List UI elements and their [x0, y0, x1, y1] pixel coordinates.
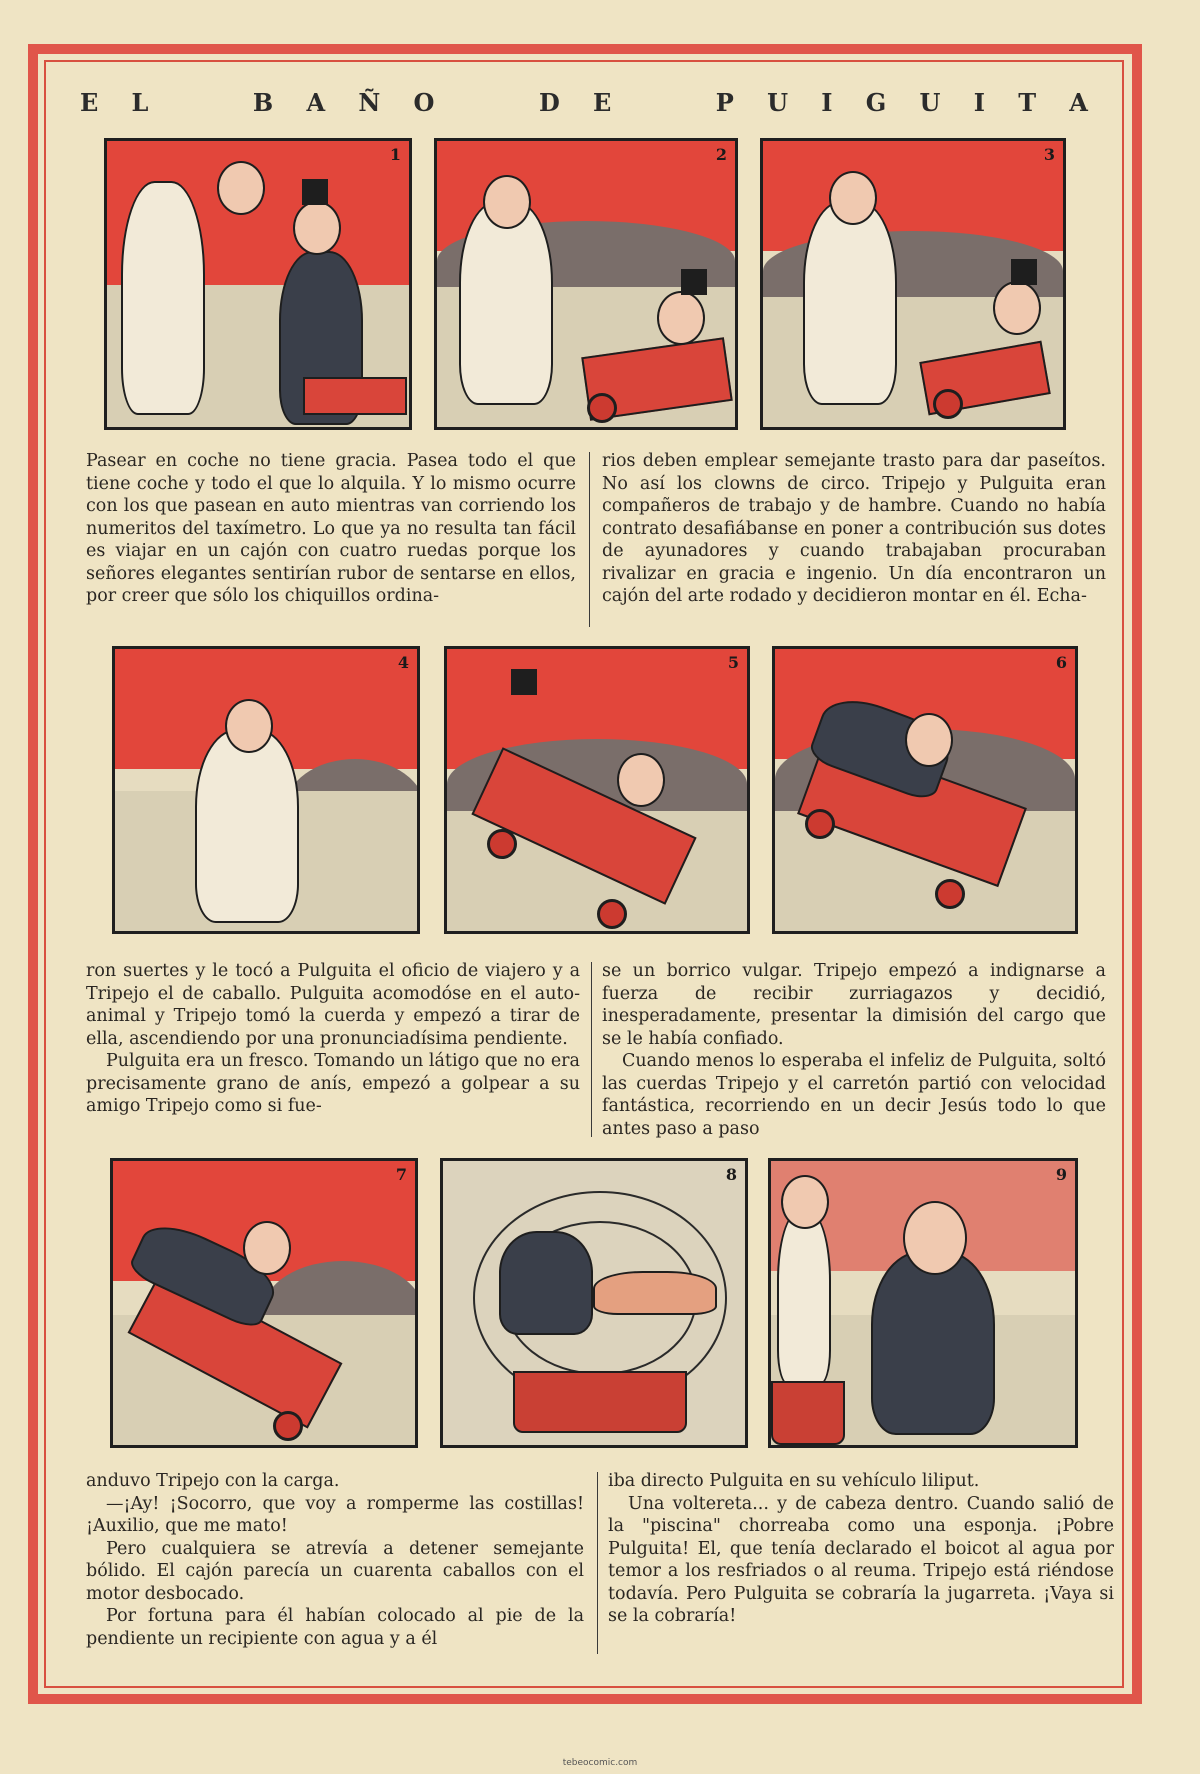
paragraph: Pero cualquiera se atrevía a detener semejante bólido. El cajón parecía un cuarenta caballos con el motor desbocado. — [86, 1538, 584, 1604]
paragraph: Por fortuna para él habían colocado al pie de la pendiente un recipiente con agua y a él — [86, 1606, 584, 1649]
column-divider — [589, 452, 590, 627]
comic-panel-9 — [768, 1158, 1078, 1448]
title-letter: G — [865, 88, 889, 117]
comic-panel-4 — [112, 646, 420, 934]
comic-panel-3 — [760, 138, 1066, 430]
panel-number: 5 — [727, 653, 739, 672]
column-divider — [591, 962, 592, 1137]
page-title — [80, 88, 1090, 117]
title-letter: E — [80, 88, 101, 117]
source-watermark: tebeocomic.com — [562, 1758, 638, 1768]
comic-panel-1 — [104, 138, 412, 430]
comic-panel-7 — [110, 1158, 418, 1448]
title-letter: Ñ — [358, 88, 383, 117]
panel-number: 9 — [1055, 1165, 1067, 1184]
column-divider — [597, 1472, 598, 1654]
story-text-3-left — [86, 1470, 584, 1650]
title-letter: U — [767, 88, 791, 117]
story-text-3-right — [608, 1470, 1114, 1628]
comic-panel-6 — [772, 646, 1078, 934]
story-text-1-right: rios deben emplear semejante trasto para dar paseítos. No así los clowns de circo. Tripejo y Pulguita eran compañeros de trabajo y de hambre. Cuando no había contrato desafiábanse en poner a contribución sus dotes de ayunadores y cuando trabajaban procuraban rivalizar en gracia e ingenio. Un día encontraron un cajón del arte rodado y decidieron montar en él. Echa- — [602, 451, 1106, 606]
panel-number: 6 — [1055, 653, 1067, 672]
panel-number: 8 — [725, 1165, 737, 1184]
title-letter: B — [252, 88, 276, 117]
story-text-2-right — [602, 960, 1106, 1140]
panel-number: 3 — [1043, 145, 1055, 164]
paragraph: anduvo Tripejo con la carga. — [86, 1471, 340, 1491]
title-letter: A — [306, 88, 328, 117]
title-letter: I — [973, 88, 987, 117]
story-text-2-left — [86, 960, 580, 1118]
title-letter: A — [1069, 88, 1090, 117]
title-letter: L — [131, 88, 151, 117]
paragraph: iba directo Pulguita en su vehículo liliput. — [608, 1471, 980, 1491]
paragraph: —¡Ay! ¡Socorro, que voy a romperme las costillas! ¡Auxilio, que me mato! — [86, 1493, 584, 1536]
paragraph: se un borrico vulgar. Tripejo empezó a indignarse a fuerza de recibir zurriagazos y decidió, inesperadamente, presentar la dimisión del cargo que se le había confiado. — [602, 961, 1106, 1049]
comic-panel-2 — [434, 138, 738, 430]
paragraph: Pulguita era un fresco. Tomando un látigo que no era precisamente grano de anís, empezó a golpear a su amigo Tripejo como si fue- — [86, 1051, 580, 1116]
story-text-1-left: Pasear en coche no tiene gracia. Pasea todo el que tiene coche y todo el que lo alquila. Y lo mismo ocurre con los que pasean en auto mientras van corriendo los numeritos del taxímetro. Lo que ya no resulta tan fácil es viajar en un cajón con cuatro ruedas porque los señores elegantes sentirían rubor de sentarse en ellos, por creer que sólo los chiquillos ordina- — [86, 451, 576, 606]
title-letter: E — [593, 88, 614, 117]
title-letter: O — [413, 88, 437, 117]
panel-number: 1 — [389, 145, 401, 164]
panel-number: 2 — [715, 145, 727, 164]
title-letter: P — [715, 88, 736, 117]
panel-number: 7 — [395, 1165, 407, 1184]
title-letter: D — [538, 88, 562, 117]
paragraph: Una voltereta... y de cabeza dentro. Cuando salió de la "piscina" chorreaba como una esponja. ¡Pobre Pulguita! El, que tenía declarado el boicot al agua por temor a los resfriados o al reuma. Tripejo está riéndose todavía. Pero Pulguita se cobraría la jugarreta. ¡Vaya si se la cobraría! — [608, 1493, 1114, 1626]
title-letter: U — [919, 88, 943, 117]
panel-number: 4 — [397, 653, 409, 672]
title-letter: I — [821, 88, 835, 117]
title-letter: T — [1018, 88, 1039, 117]
comic-panel-8 — [440, 1158, 748, 1448]
paragraph: Cuando menos lo esperaba el infeliz de Pulguita, soltó las cuerdas Tripejo y el carretón partió con velocidad fantástica, recorriendo en un decir Jesús todo lo que antes paso a paso — [602, 1051, 1106, 1139]
paragraph: ron suertes y le tocó a Pulguita el oficio de viajero y a Tripejo el de caballo. Pulguita acomodóse en el auto-animal y Tripejo tomó la cuerda y empezó a tirar de ella, ascendiendo por una pronunciadísima pendiente. — [86, 961, 580, 1049]
comic-panel-5 — [444, 646, 750, 934]
